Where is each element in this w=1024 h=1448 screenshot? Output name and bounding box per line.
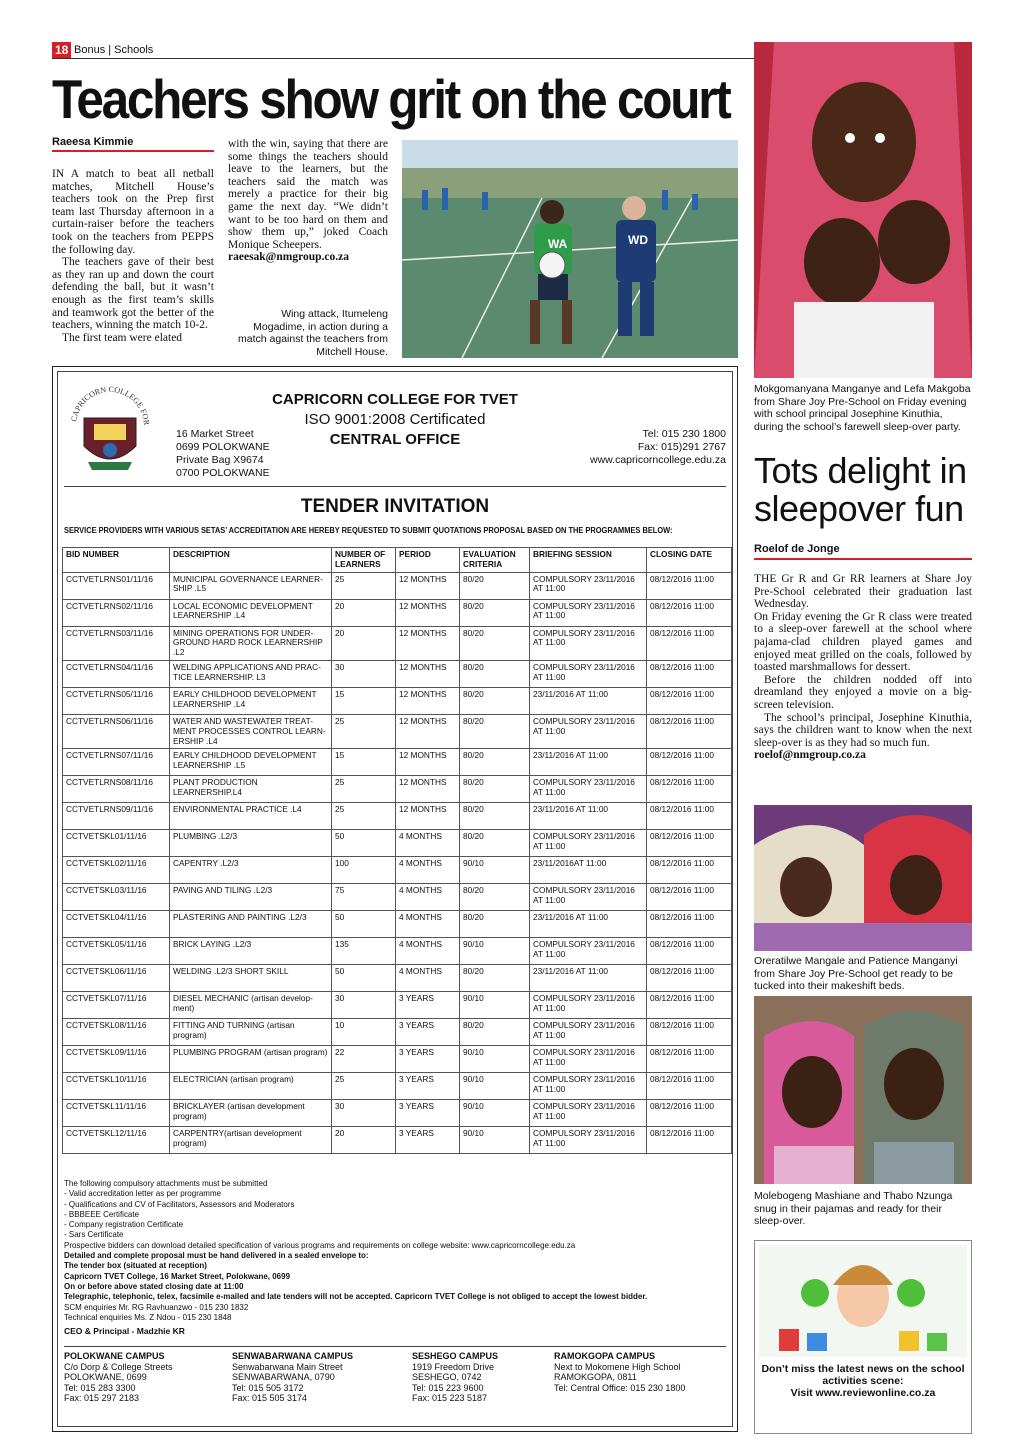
campus-line: Next to Mokomene High School (554, 1361, 681, 1372)
table-cell: COMPULSORY 23/11/2016 AT 11:00 (530, 1073, 647, 1100)
bib-right: WD (628, 233, 648, 247)
table-cell: COMPULSORY 23/11/2016 AT 11:00 (530, 1100, 647, 1127)
table-cell: CCTVETLRNS09/11/16 (63, 803, 170, 830)
table-cell: CCTVETSKL11/11/16 (63, 1100, 170, 1127)
table-cell: 90/10 (460, 857, 530, 884)
table-cell: 90/10 (460, 1046, 530, 1073)
campus-line: POLOKWANE, 0699 (64, 1372, 147, 1382)
table-cell: COMPULSORY 23/11/2016 AT 11:00 (530, 776, 647, 803)
table-cell: CCTVETSKL07/11/16 (63, 992, 170, 1019)
table-cell: COMPULSORY 23/11/2016 AT 11:00 (530, 1127, 647, 1154)
table-cell: 4 MONTHS (396, 938, 460, 965)
tender-table-body (63, 572, 732, 1154)
table-cell: 08/12/2016 11:00 (647, 830, 732, 857)
crest-text: CAPRICORN COLLEGE FOR (69, 384, 152, 426)
table-cell: CCTVETSKL09/11/16 (63, 1046, 170, 1073)
table-row (63, 776, 732, 803)
campus-line: Tel: Central Office: 015 230 1800 (554, 1382, 686, 1393)
table-cell: CCTVETLRNS02/11/16 (63, 599, 170, 626)
table-cell: 4 MONTHS (396, 911, 460, 938)
table-cell: WATER AND WASTEWATER TREAT-MENT PROCESSES CONTROL LEARN-ERSHIP .L4 (170, 714, 332, 748)
campus-name: SENWABARWANA CAMPUS (232, 1351, 354, 1361)
netball-column-1 (52, 168, 214, 344)
table-cell: 23/11/2016 AT 11:00 (530, 911, 647, 938)
table-cell: 25 (332, 714, 396, 748)
note-line: - Qualifications and CV of Facilitators, Assessors and Moderators (64, 1198, 295, 1209)
campus-line: C/o Dorp & College Streets (64, 1361, 173, 1372)
table-cell: 3 YEARS (396, 1127, 460, 1154)
principal-photo-art (754, 42, 972, 378)
table-cell: COMPULSORY 23/11/2016 AT 11:00 (530, 992, 647, 1019)
central-office-label: CENTRAL OFFICE (329, 431, 461, 448)
table-cell: 80/20 (460, 660, 530, 687)
table-cell: 12 MONTHS (396, 803, 460, 830)
table-row (63, 830, 732, 857)
table-cell: COMPULSORY 23/11/2016 AT 11:00 (530, 830, 647, 857)
netball-column-2 (228, 138, 388, 264)
office-tel: Tel: 015 230 1800 (642, 428, 726, 440)
promo-box[interactable] (754, 1240, 972, 1434)
page-number: 18 (52, 42, 71, 58)
table-cell: 80/20 (460, 572, 530, 599)
netball-photo-caption: Wing attack, Itumeleng Mogadime, in action during a match against the teachers from Mitchell House. (238, 308, 388, 358)
table-row (63, 1046, 732, 1073)
table-cell: 4 MONTHS (396, 830, 460, 857)
table-cell: WELDING APPLICATIONS AND PRAC-TICE LEARNERSHIP. L3 (170, 660, 332, 687)
table-cell: 12 MONTHS (396, 714, 460, 748)
table-cell: PLASTERING AND PAINTING .L2/3 (170, 911, 332, 938)
table-cell: 25 (332, 803, 396, 830)
table-cell: PLUMBING .L2/3 (170, 830, 332, 857)
table-cell: 22 (332, 1046, 396, 1073)
promo-link[interactable]: Visit www.reviewonline.co.za (790, 1387, 936, 1399)
address-line: Private Bag X9674 (176, 454, 264, 466)
table-row (63, 572, 732, 599)
table-cell: 20 (332, 1127, 396, 1154)
table-cell: 08/12/2016 11:00 (647, 776, 732, 803)
table-row (63, 1073, 732, 1100)
sleepover-photo-1 (754, 805, 972, 951)
table-row (63, 803, 732, 830)
author-email: roelof@nmgroup.co.za (754, 749, 866, 762)
table-cell: 08/12/2016 11:00 (647, 884, 732, 911)
campus-name: POLOKWANE CAMPUS (64, 1351, 165, 1361)
table-cell: 135 (332, 938, 396, 965)
paragraph: Before the children nodded off into dreamland they enjoyed a movie on a big-screen television. (754, 673, 972, 711)
table-cell: COMPULSORY 23/11/2016 AT 11:00 (530, 884, 647, 911)
college-name: CAPRICORN COLLEGE FOR TVET (272, 391, 518, 408)
note-line: - Sars Certificate (64, 1229, 124, 1240)
table-cell: 25 (332, 572, 396, 599)
ceo-signoff: CEO & Principal - Madzhie KR (64, 1326, 185, 1336)
table-cell: 23/11/2016 AT 11:00 (530, 965, 647, 992)
tots-headline: Tots delight in sleepover fun (754, 450, 967, 529)
table-cell: PLANT PRODUCTION LEARNERSHIP.L4 (170, 776, 332, 803)
table-cell: COMPULSORY 23/11/2016 AT 11:00 (530, 938, 647, 965)
table-cell: 90/10 (460, 992, 530, 1019)
table-cell: CCTVETSKL12/11/16 (63, 1127, 170, 1154)
table-cell: 4 MONTHS (396, 884, 460, 911)
table-cell: 3 YEARS (396, 1046, 460, 1073)
table-cell: 50 (332, 965, 396, 992)
table-cell: 90/10 (460, 1127, 530, 1154)
note-line: On or before above stated closing date at 11:00 (64, 1280, 244, 1291)
table-cell: ELECTRICIAN (artisan program) (170, 1073, 332, 1100)
table-cell: 30 (332, 992, 396, 1019)
table-cell: 30 (332, 1100, 396, 1127)
table-cell: 08/12/2016 11:00 (647, 1019, 732, 1046)
note-line: Capricorn TVET College, 16 Market Street, Polokwane, 0699 (64, 1270, 291, 1281)
promo-image (759, 1245, 967, 1357)
paragraph: The school’s principal, Josephine Kinuthia, says the children want to know when the next sleep-over is as they had so much fun. (754, 711, 972, 749)
table-cell: 12 MONTHS (396, 776, 460, 803)
campus-line: Tel: 015 505 3172 (232, 1382, 304, 1393)
table-row (63, 1019, 732, 1046)
table-row (63, 714, 732, 748)
note-line: The tender box (situated at reception) (64, 1260, 207, 1271)
table-row (63, 911, 732, 938)
table-cell: CAPENTRY .L2/3 (170, 857, 332, 884)
table-cell: 80/20 (460, 911, 530, 938)
sleepover-photo-2 (754, 996, 972, 1184)
tender-table (62, 547, 732, 1154)
table-row (63, 687, 732, 714)
paragraph: THE Gr R and Gr RR learners at Share Joy Pre-School celebrated their graduation last Wednesday. (754, 573, 972, 611)
table-cell: 08/12/2016 11:00 (647, 857, 732, 884)
table-cell: 12 MONTHS (396, 687, 460, 714)
iso-certification: ISO 9001:2008 Certificated (304, 411, 486, 428)
table-cell: 12 MONTHS (396, 626, 460, 660)
tender-notes (64, 1178, 688, 1322)
note-line: - Company registration Certificate (64, 1219, 184, 1230)
byline-rule (754, 558, 972, 560)
campus-entry (412, 1351, 498, 1404)
table-cell: CCTVETLRNS05/11/16 (63, 687, 170, 714)
campus-entry (554, 1351, 685, 1393)
table-cell: MINING OPERATIONS FOR UNDER-GROUND HARD ROCK LEARNERSHIP .L2 (170, 626, 332, 660)
campus-line: Senwabarwana Main Street (232, 1361, 343, 1372)
table-cell: 90/10 (460, 1073, 530, 1100)
campus-line: 1919 Freedom Drive (412, 1361, 495, 1372)
table-cell: 08/12/2016 11:00 (647, 1046, 732, 1073)
table-cell: 23/11/2016 AT 11:00 (530, 687, 647, 714)
table-cell: CCTVETSKL10/11/16 (63, 1073, 170, 1100)
byline-rule (52, 150, 214, 152)
tender-advert (52, 366, 738, 1432)
table-row (63, 749, 732, 776)
table-cell: 08/12/2016 11:00 (647, 599, 732, 626)
sleepover-photo-2-caption: Molebogeng Mashiane and Thabo Nzunga snug in their pajamas and ready for their sleep-over. (754, 1190, 953, 1227)
table-cell: 80/20 (460, 884, 530, 911)
table-cell: EARLY CHILDHOOD DEVELOPMENT LEARNERSHIP .L4 (170, 687, 332, 714)
table-cell: 80/20 (460, 965, 530, 992)
table-cell: 3 YEARS (396, 1100, 460, 1127)
advert-rule (64, 486, 726, 487)
table-row (63, 626, 732, 660)
table-cell: 80/20 (460, 776, 530, 803)
table-cell: 08/12/2016 11:00 (647, 965, 732, 992)
table-cell: 08/12/2016 11:00 (647, 1127, 732, 1154)
table-cell: 12 MONTHS (396, 660, 460, 687)
table-cell: 75 (332, 884, 396, 911)
netball-byline: Raeesa Kimmie (52, 136, 134, 148)
table-cell: CCTVETLRNS03/11/16 (63, 626, 170, 660)
tender-subtitle: SERVICE PROVIDERS WITH VARIOUS SETAS’ ACCREDITATION ARE HEREBY REQUESTED TO SUBMIT QUOTATIONS PROPOSAL BASED ON THE PROGRAMMES BELOW: (64, 526, 673, 535)
table-cell: 80/20 (460, 830, 530, 857)
paragraph: The teachers gave of their best as they ran up and down the court defending the ball, but it wasn’t enough as the first team’s skills and teamwork got the better of the teachers, winning the match 10-2. (52, 256, 214, 332)
table-cell: 08/12/2016 11:00 (647, 992, 732, 1019)
table-cell: 20 (332, 626, 396, 660)
table-cell: 08/12/2016 11:00 (647, 911, 732, 938)
paragraph: The first team were elated (62, 331, 183, 344)
column-header: BID NUMBER (63, 548, 170, 573)
note-line: Technical enquiries Ms. Z Ndou - 015 230 1848 (64, 1311, 232, 1322)
paragraph: with the win, saying that there are some things the teachers should leave to the learners, but the teachers said the match was merely a practice for their big game the next day. “We didn’t want to be too hard on them and show them up,” joked Coach Monique Scheepers. (228, 138, 388, 251)
table-cell: CCTVETLRNS08/11/16 (63, 776, 170, 803)
table-cell: COMPULSORY 23/11/2016 AT 11:00 (530, 572, 647, 599)
table-cell: 15 (332, 749, 396, 776)
campus-line: Fax: 015 505 3174 (232, 1393, 308, 1403)
campus-rule (64, 1346, 726, 1347)
campus-line: Tel: 015 223 9600 (412, 1382, 484, 1393)
promo-text (755, 1363, 971, 1399)
table-cell: DIESEL MECHANIC (artisan develop-ment) (170, 992, 332, 1019)
table-cell: COMPULSORY 23/11/2016 AT 11:00 (530, 626, 647, 660)
table-cell: COMPULSORY 23/11/2016 AT 11:00 (530, 599, 647, 626)
campus-entry (232, 1351, 353, 1404)
table-cell: LOCAL ECONOMIC DEVELOPMENT LEARNERSHIP .L4 (170, 599, 332, 626)
table-cell: 12 MONTHS (396, 599, 460, 626)
table-cell: CCTVETSKL03/11/16 (63, 884, 170, 911)
table-cell: CCTVETSKL06/11/16 (63, 965, 170, 992)
table-cell: CCTVETSKL08/11/16 (63, 1019, 170, 1046)
table-cell: 80/20 (460, 626, 530, 660)
table-row (63, 1127, 732, 1154)
table-cell: 25 (332, 776, 396, 803)
central-office-contact (590, 428, 726, 467)
advert-frame (57, 371, 733, 1427)
table-cell: 25 (332, 1073, 396, 1100)
table-cell: PLUMBING PROGRAM (artisan program) (170, 1046, 332, 1073)
office-fax: Fax: 015)291 2767 (637, 441, 726, 453)
table-cell: 100 (332, 857, 396, 884)
table-row (63, 1100, 732, 1127)
table-cell: CCTVETLRNS01/11/16 (63, 572, 170, 599)
table-cell: 3 YEARS (396, 992, 460, 1019)
table-cell: 08/12/2016 11:00 (647, 1073, 732, 1100)
table-cell: COMPULSORY 23/11/2016 AT 11:00 (530, 660, 647, 687)
table-cell: COMPULSORY 23/11/2016 AT 11:00 (530, 1019, 647, 1046)
table-cell: 50 (332, 830, 396, 857)
table-cell: WELDING .L2/3 SHORT SKILL (170, 965, 332, 992)
table-cell: 08/12/2016 11:00 (647, 626, 732, 660)
column-header: PERIOD (396, 548, 460, 573)
note-line: The following compulsory attachments must be submitted (64, 1178, 268, 1188)
table-cell: 08/12/2016 11:00 (647, 572, 732, 599)
paragraph: On Friday evening the Gr R class were treated to a sleep-over farewell at the school where pajama-clad children played games and enjoyed meat grilled on the coals, followed by toasted marshmallows for dessert. (754, 610, 972, 674)
table-row (63, 965, 732, 992)
sleepover-photo-1-caption: Oreratilwe Mangale and Patience Manganyi from Share Joy Pre-School get ready to be tucked into their makeshift beds. (754, 955, 958, 992)
table-cell: CCTVETSKL04/11/16 (63, 911, 170, 938)
tender-title: TENDER INVITATION (300, 496, 490, 517)
address-line: 0700 POLOKWANE (176, 467, 270, 479)
note-line: SCM enquiries Mr. RG Ravhuanzwo - 015 230 1832 (64, 1301, 249, 1312)
column-header: EVALUATION CRITERIA (460, 548, 530, 573)
note-line: Prospective bidders can download detailed specification of various programs and requirements on college website: www.capricorncollege.edu.za (64, 1239, 576, 1250)
table-row (63, 660, 732, 687)
table-row (63, 938, 732, 965)
office-web: www.capricorncollege.edu.za (590, 454, 726, 466)
principal-photo-caption: Mokgomanyana Manganye and Lefa Makgoba from Share Joy Pre-School on Friday evening with school principal Josephine Kinuthia, during the school’s farewell sleep-over party. (754, 383, 971, 433)
note-line: Detailed and complete proposal must be hand delivered in a sealed envelope to: (64, 1250, 369, 1261)
table-cell: 20 (332, 599, 396, 626)
table-row (63, 884, 732, 911)
table-cell: 80/20 (460, 599, 530, 626)
table-cell: 08/12/2016 11:00 (647, 749, 732, 776)
table-cell: CCTVETLRNS06/11/16 (63, 714, 170, 748)
table-cell: 15 (332, 687, 396, 714)
table-cell: 80/20 (460, 687, 530, 714)
column-header: CLOSING DATE (647, 548, 732, 573)
netball-photo-art (402, 140, 738, 358)
table-cell: CARPENTRY(artisan development program) (170, 1127, 332, 1154)
note-line: - BBBEEE Certificate (64, 1208, 140, 1219)
table-cell: 90/10 (460, 938, 530, 965)
table-cell: 23/11/2016AT 11:00 (530, 857, 647, 884)
table-cell: BRICKLAYER (artisan development program) (170, 1100, 332, 1127)
table-cell: 08/12/2016 11:00 (647, 714, 732, 748)
promo-line: Don’t miss the latest news on the school (761, 1363, 965, 1375)
column-header: NUMBER OF LEARNERS (332, 548, 396, 573)
campus-line: RAMOKGOPA, 0811 (554, 1372, 637, 1382)
address-line: 16 Market Street (176, 428, 254, 440)
table-cell: 08/12/2016 11:00 (647, 660, 732, 687)
table-cell: 80/20 (460, 749, 530, 776)
table-cell: 80/20 (460, 1019, 530, 1046)
table-cell: MUNICIPAL GOVERNANCE LEARNER-SHIP .L5 (170, 572, 332, 599)
tots-column (754, 573, 972, 762)
table-cell: 10 (332, 1019, 396, 1046)
table-cell: 08/12/2016 11:00 (647, 1100, 732, 1127)
table-cell: 12 MONTHS (396, 749, 460, 776)
netball-headline: Teachers show grit on the court (52, 68, 730, 130)
table-cell: 30 (332, 660, 396, 687)
campus-entry (64, 1351, 173, 1404)
table-cell: COMPULSORY 23/11/2016 AT 11:00 (530, 714, 647, 748)
bib-left: WA (548, 237, 568, 251)
table-cell: 4 MONTHS (396, 965, 460, 992)
table-cell: CCTVETLRNS04/11/16 (63, 660, 170, 687)
table-cell: 23/11/2016 AT 11:00 (530, 749, 647, 776)
table-cell: FITTING AND TURNING (artisan program) (170, 1019, 332, 1046)
note-line: Telegraphic, telephonic, telex, facsimile e-mailed and late tenders will not be accepted. Capricorn TVET College is not obliged to accept the lowest bidder. (64, 1291, 648, 1302)
author-email: raeesak@nmgroup.co.za (228, 251, 350, 264)
table-cell: PAVING AND TILING .L2/3 (170, 884, 332, 911)
note-line: - Valid accreditation letter as per programme (64, 1188, 222, 1199)
promo-line: activities scene: (822, 1375, 904, 1387)
table-cell: CCTVETSKL01/11/16 (63, 830, 170, 857)
campus-name: SESHEGO CAMPUS (412, 1351, 499, 1361)
table-cell: BRICK LAYING .L2/3 (170, 938, 332, 965)
column-header: BRIEFING SESSION (530, 548, 647, 573)
table-cell: ENVIRONMENTAL PRACTICE .L4 (170, 803, 332, 830)
campus-line: SESHEGO, 0742 (412, 1372, 482, 1382)
principal-photo (754, 42, 972, 378)
sleepover-photo-2-art (754, 996, 972, 1184)
table-cell: 3 YEARS (396, 1019, 460, 1046)
table-cell: 80/20 (460, 803, 530, 830)
table-cell: 90/10 (460, 1100, 530, 1127)
paragraph: IN A match to beat all netball matches, Mitchell House’s teachers took on the Prep first team last Thursday afternoon in a curtain-raiser before the teachers took on the teachers from PEPPS the following day. (52, 168, 214, 256)
campus-line: Tel: 015 283 3300 (64, 1382, 136, 1393)
table-cell: CCTVETSKL05/11/16 (63, 938, 170, 965)
table-cell: CCTVETLRNS07/11/16 (63, 749, 170, 776)
table-cell: 4 MONTHS (396, 857, 460, 884)
table-cell: COMPULSORY 23/11/2016 AT 11:00 (530, 1046, 647, 1073)
table-cell: 23/11/2016 AT 11:00 (530, 803, 647, 830)
campus-name: RAMOKGOPA CAMPUS (554, 1351, 655, 1361)
section-label: Bonus | Schools (74, 44, 154, 56)
table-cell: 80/20 (460, 714, 530, 748)
table-header-row (63, 548, 732, 573)
table-cell: 3 YEARS (396, 1073, 460, 1100)
table-cell: 08/12/2016 11:00 (647, 938, 732, 965)
campus-line: SENWABARWANA, 0790 (232, 1372, 335, 1382)
tots-byline: Roelof de Jonge (754, 543, 840, 555)
table-cell: 50 (332, 911, 396, 938)
campus-line: Fax: 015 223 5187 (412, 1393, 488, 1403)
column-header: DESCRIPTION (170, 548, 332, 573)
table-cell: 08/12/2016 11:00 (647, 687, 732, 714)
table-row (63, 992, 732, 1019)
table-cell: EARLY CHILDHOOD DEVELOPMENT LEARNERSHIP .L5 (170, 749, 332, 776)
table-cell: 08/12/2016 11:00 (647, 803, 732, 830)
address-line: 0699 POLOKWANE (176, 441, 270, 453)
sleepover-photo-1-art (754, 805, 972, 951)
table-row (63, 599, 732, 626)
campus-line: Fax: 015 297 2183 (64, 1393, 140, 1403)
table-cell: 12 MONTHS (396, 572, 460, 599)
table-cell: CCTVETSKL02/11/16 (63, 857, 170, 884)
netball-photo (402, 140, 738, 358)
table-row (63, 857, 732, 884)
